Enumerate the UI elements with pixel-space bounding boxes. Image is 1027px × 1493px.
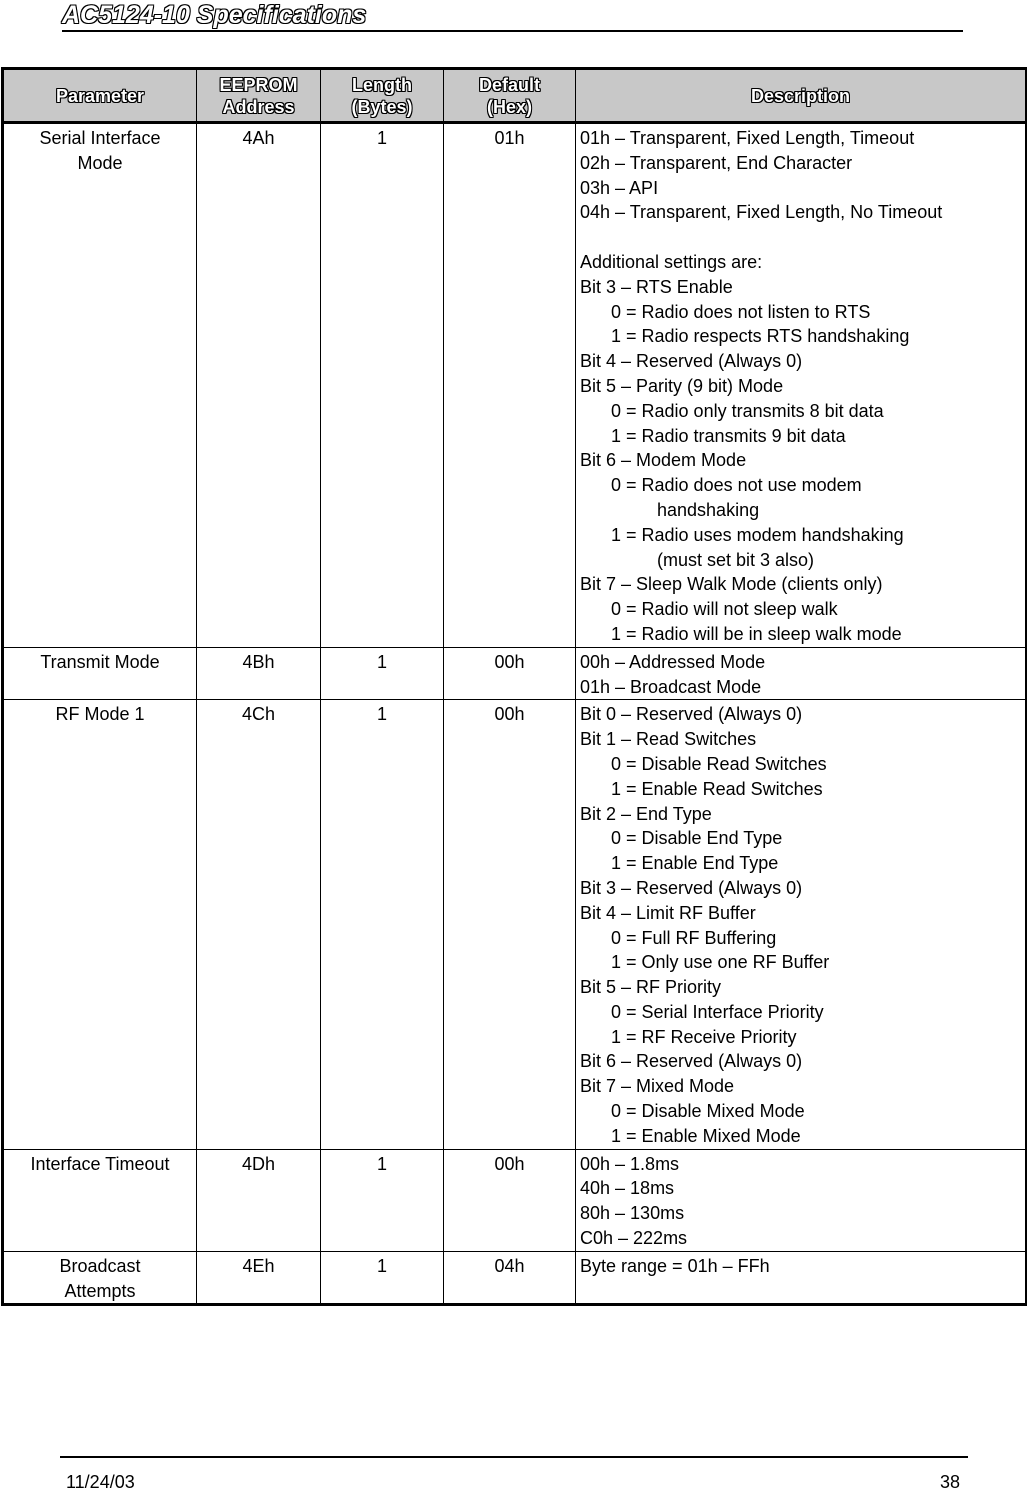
parameter-cell: Broadcast Attempts xyxy=(3,1251,197,1305)
default-cell: 00h xyxy=(444,1149,576,1251)
description-cell: 00h – 1.8ms 40h – 18ms 80h – 130ms C0h – 222ms xyxy=(576,1149,1027,1251)
length-cell: 1 xyxy=(321,647,444,700)
description-cell: 01h – Transparent, Fixed Length, Timeout 02h – Transparent, End Character 03h – API 04h – Transparent, Fixed Length, No Timeout Additional settings are: Bit 3 – RTS Enable 0 = Radio does not listen to RTS 1 = Radio respects RTS handshaking Bit 4 – Reserved (Always 0) Bit 5 – Parity (9 bit) Mode 0 = Radio only transmits 8 bit data 1 = Radio transmits 9 bit data Bit 6 – Modem Mode 0 = Radio does not use modem handshaking 1 = Radio uses modem handshaking (must set bit 3 also) Bit 7 – Sleep Walk Mode (clients only) 0 = Radio will not sleep walk 1 = Radio will be in sleep walk mode xyxy=(576,123,1027,648)
default-cell: 00h xyxy=(444,647,576,700)
parameter-cell: Serial Interface Mode xyxy=(3,123,197,648)
header-default: Default (Hex) xyxy=(444,69,576,123)
description-cell: 00h – Addressed Mode 01h – Broadcast Mode xyxy=(576,647,1027,700)
address-cell: 4Dh xyxy=(197,1149,321,1251)
document-title: AC5124-10 Specifications xyxy=(62,0,963,32)
page-number: 38 xyxy=(940,1472,961,1492)
address-cell: 4Bh xyxy=(197,647,321,700)
parameter-cell: Interface Timeout xyxy=(3,1149,197,1251)
description-cell: Byte range = 01h – FFh xyxy=(576,1251,1027,1305)
table-header-row xyxy=(3,69,1027,123)
table-row xyxy=(3,1251,1027,1305)
length-cell: 1 xyxy=(321,1251,444,1305)
header-eeprom-address: EEPROM Address xyxy=(197,69,321,123)
default-cell: 04h xyxy=(444,1251,576,1305)
description-cell: Bit 0 – Reserved (Always 0) Bit 1 – Read Switches 0 = Disable Read Switches 1 = Enable Read Switches Bit 2 – End Type 0 = Disable End Type 1 = Enable End Type Bit 3 – Reserved (Always 0) Bit 4 – Limit RF Buffer 0 = Full RF Buffering 1 = Only use one RF Buffer Bit 5 – RF Priority 0 = Serial Interface Priority 1 = RF Receive Priority Bit 6 – Reserved (Always 0) Bit 7 – Mixed Mode 0 = Disable Mixed Mode 1 = Enable Mixed Mode xyxy=(576,700,1027,1149)
address-cell: 4Eh xyxy=(197,1251,321,1305)
table-row xyxy=(3,647,1027,700)
table-row xyxy=(3,700,1027,1149)
default-cell: 01h xyxy=(444,123,576,648)
parameter-cell: RF Mode 1 xyxy=(3,700,197,1149)
header-length: Length (Bytes) xyxy=(321,69,444,123)
parameter-cell: Transmit Mode xyxy=(3,647,197,700)
specifications-table xyxy=(1,67,1027,1306)
table-row xyxy=(3,1149,1027,1251)
length-cell: 1 xyxy=(321,1149,444,1251)
address-cell: 4Ah xyxy=(197,123,321,648)
footer-divider xyxy=(60,1456,968,1458)
header-description: Description xyxy=(576,69,1027,123)
address-cell: 4Ch xyxy=(197,700,321,1149)
length-cell: 1 xyxy=(321,123,444,648)
length-cell: 1 xyxy=(321,700,444,1149)
table-row xyxy=(3,123,1027,648)
footer-date: 11/24/03 xyxy=(66,1472,135,1492)
default-cell: 00h xyxy=(444,700,576,1149)
header-parameter: Parameter xyxy=(3,69,197,123)
